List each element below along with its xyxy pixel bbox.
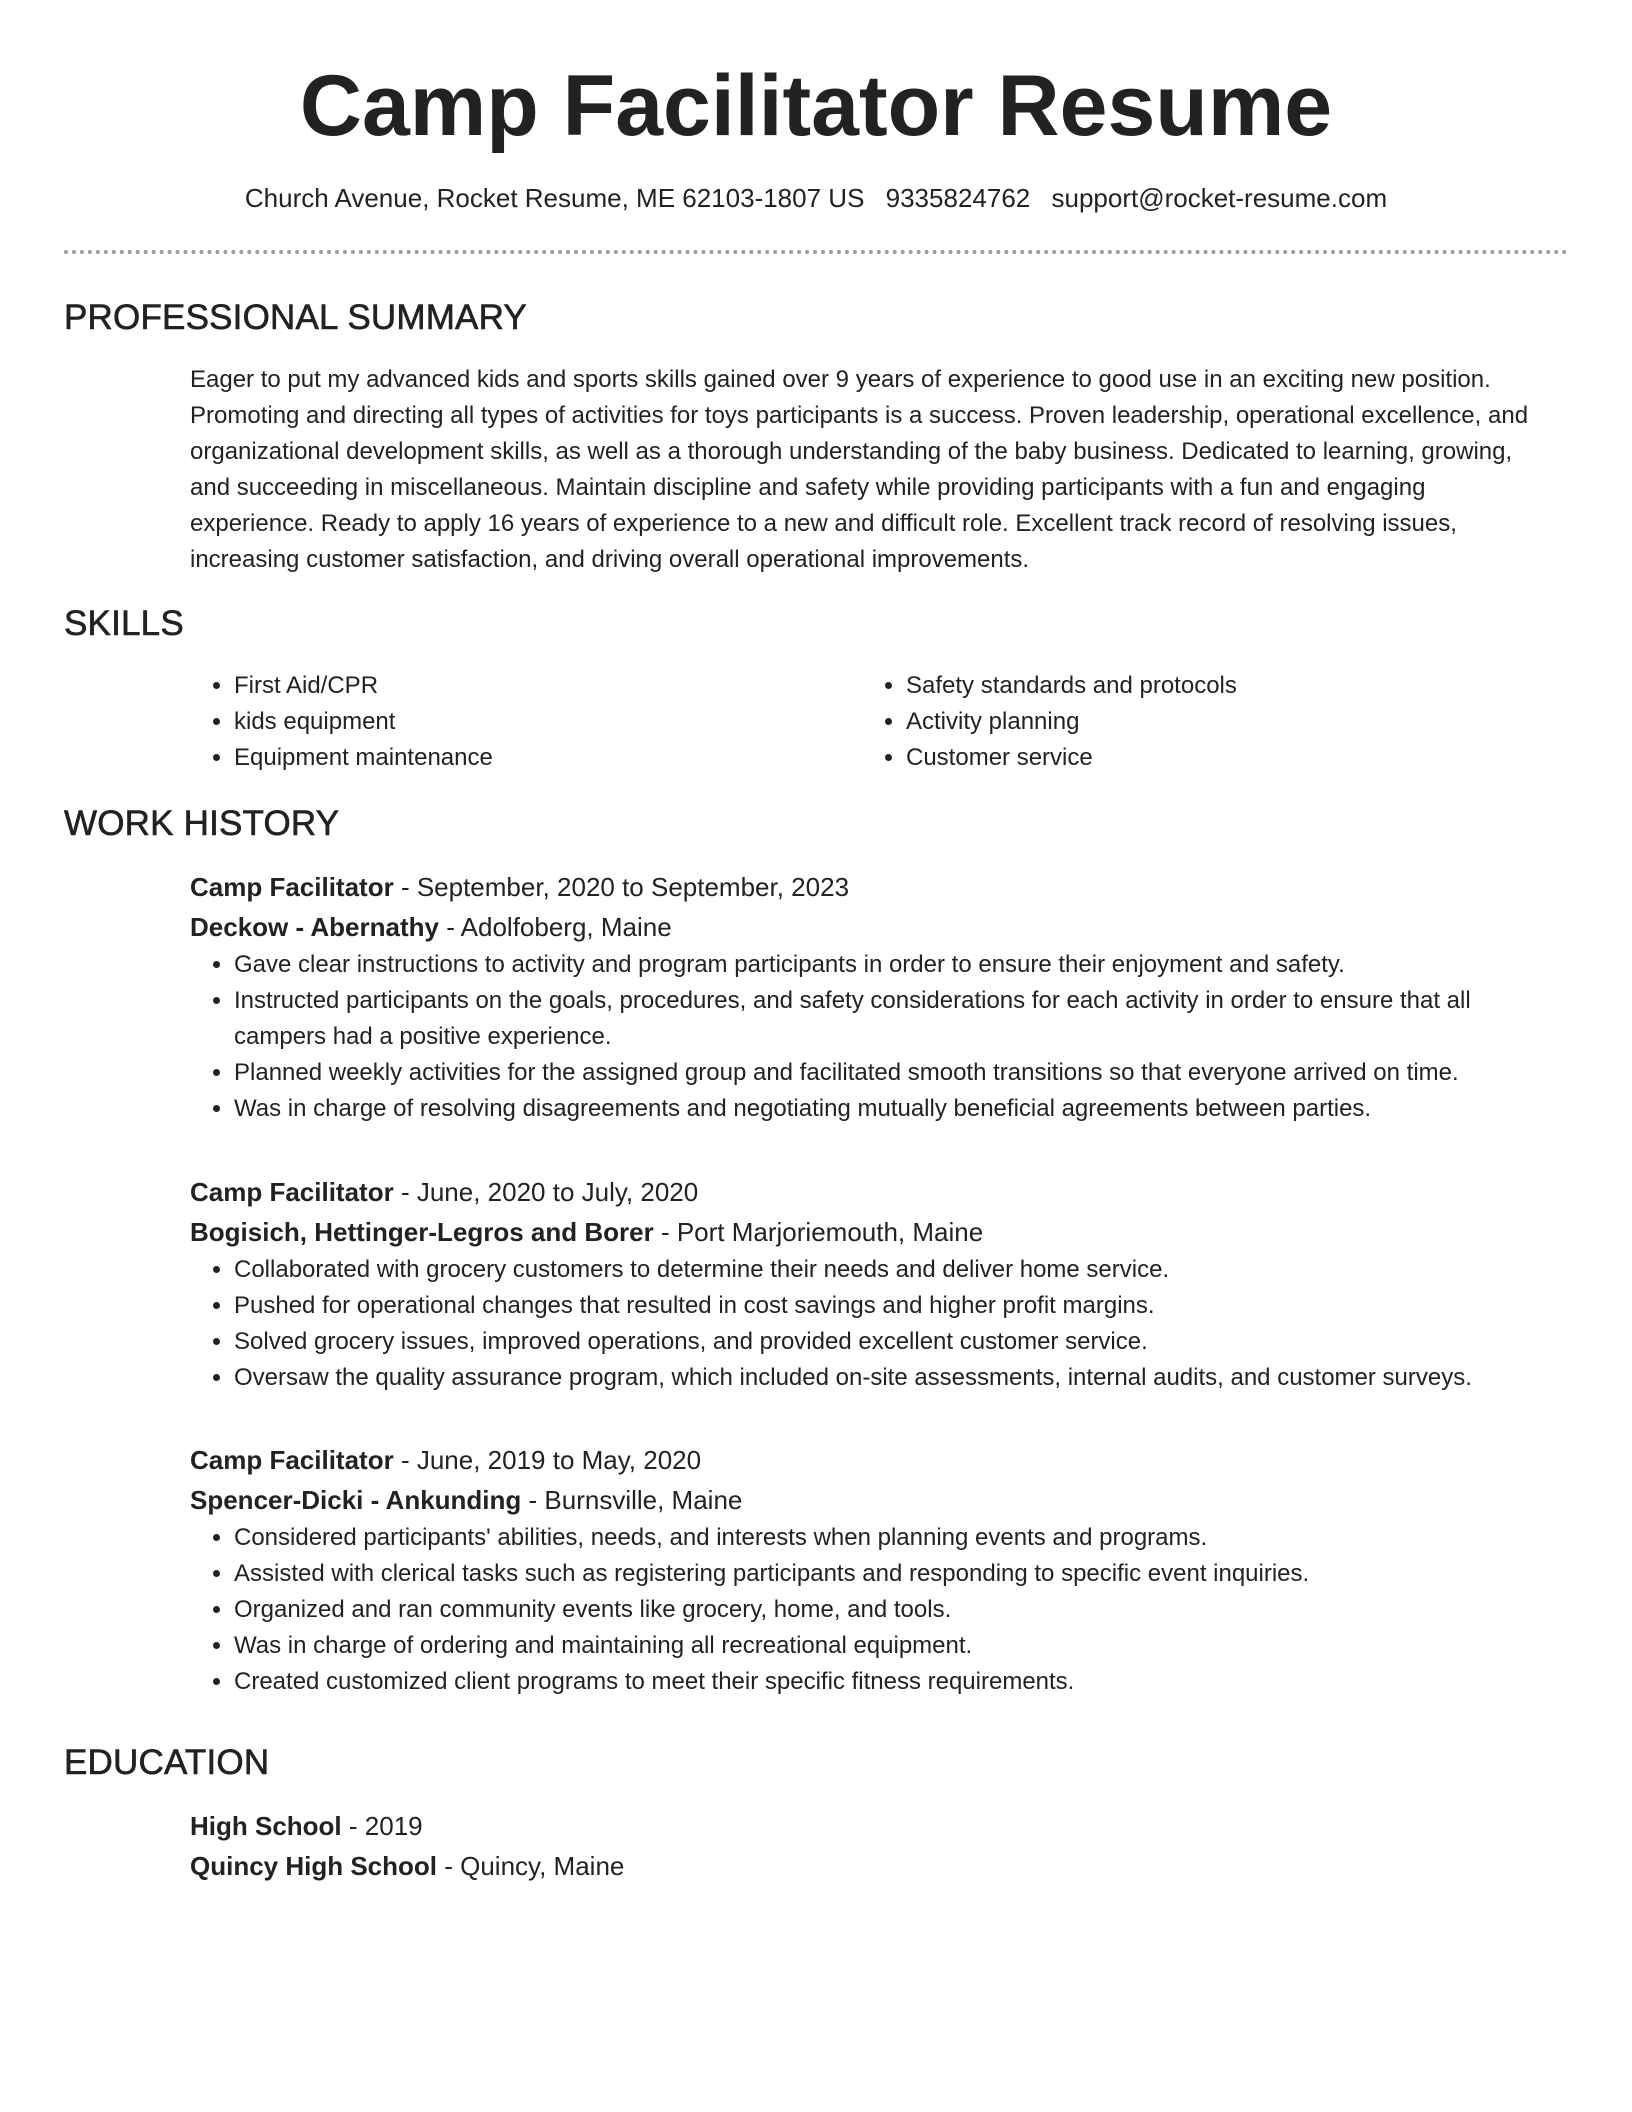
job-bullet: • Was in charge of ordering and maintaining all recreational equipment.	[234, 1628, 1540, 1664]
job-dates: - September, 2020 to September, 2023	[393, 872, 850, 902]
contact-address: Church Avenue, Rocket Resume, ME 62103-1807 US	[244, 183, 865, 213]
skills-column-left	[190, 668, 850, 776]
job-bullet: • Instructed participants on the goals, procedures, and safety considerations for each activity in order to ensure that all campers had a positive experience.	[234, 983, 1540, 1055]
job-entry	[190, 1440, 1540, 1700]
job-location: - Adolfoberg, Maine	[438, 912, 672, 942]
education-school-line	[190, 1846, 1540, 1886]
job-dates: - June, 2019 to May, 2020	[393, 1445, 702, 1475]
job-bullet: • Gave clear instructions to activity and program participants in order to ensure their enjoyment and safety.	[234, 947, 1540, 983]
job-bullet: • Oversaw the quality assurance program, which included on-site assessments, internal audits, and customer surveys.	[234, 1360, 1540, 1396]
job-company-line	[190, 1480, 1540, 1520]
job-dates: - June, 2020 to July, 2020	[393, 1177, 699, 1207]
education-degree: High School	[190, 1811, 342, 1841]
job-entry	[190, 1172, 1540, 1396]
job-bullet: • Created customized client programs to meet their specific fitness requirements.	[234, 1664, 1540, 1700]
contact-line	[0, 180, 1632, 216]
education-location: - Quincy, Maine	[437, 1851, 625, 1881]
job-bullet: • Was in charge of resolving disagreements and negotiating mutually beneficial agreements between parties.	[234, 1091, 1540, 1127]
skills-column-right	[862, 668, 1522, 776]
job-location: - Burnsville, Maine	[521, 1485, 743, 1515]
skill-item: • Equipment maintenance	[234, 740, 850, 776]
job-title-line	[190, 1440, 1540, 1480]
skill-item: • Activity planning	[906, 704, 1522, 740]
job-bullet: • Collaborated with grocery customers to determine their needs and deliver home service.	[234, 1252, 1540, 1288]
skills-heading: SKILLS	[64, 604, 184, 643]
education-entry	[190, 1806, 1540, 1886]
job-bullets	[190, 947, 1540, 1127]
education-degree-line	[190, 1806, 1540, 1846]
skill-item: • Safety standards and protocols	[906, 668, 1522, 704]
job-bullet: • Solved grocery issues, improved operations, and provided excellent customer service.	[234, 1324, 1540, 1360]
contact-phone: 9335824762	[885, 183, 1031, 213]
job-company-line	[190, 907, 1540, 947]
job-bullet: • Assisted with clerical tasks such as registering participants and responding to specific event inquiries.	[234, 1556, 1540, 1592]
skill-item: • Customer service	[906, 740, 1522, 776]
job-company-line	[190, 1212, 1540, 1252]
job-company: Bogisich, Hettinger-Legros and Borer	[190, 1217, 654, 1247]
work-heading: WORK HISTORY	[64, 804, 340, 843]
education-year: - 2019	[341, 1811, 423, 1841]
job-company: Spencer-Dicki - Ankunding	[190, 1485, 522, 1515]
education-school: Quincy High School	[190, 1851, 438, 1881]
job-title: Camp Facilitator	[190, 1445, 394, 1475]
job-bullet: • Considered participants' abilities, needs, and interests when planning events and programs.	[234, 1520, 1540, 1556]
job-bullets	[190, 1252, 1540, 1396]
resume-title: Camp Facilitator Resume	[299, 58, 1333, 154]
education-heading: EDUCATION	[64, 1743, 270, 1782]
job-company: Deckow - Abernathy	[190, 912, 439, 942]
summary-heading: PROFESSIONAL SUMMARY	[64, 298, 527, 337]
job-title-line	[190, 1172, 1540, 1212]
skill-item: • kids equipment	[234, 704, 850, 740]
job-bullet: • Planned weekly activities for the assigned group and facilitated smooth transitions so that everyone arrived on time.	[234, 1055, 1540, 1091]
job-location: - Port Marjoriemouth, Maine	[653, 1217, 984, 1247]
skill-item: • First Aid/CPR	[234, 668, 850, 704]
summary-section	[190, 362, 1540, 578]
summary-text: Eager to put my advanced kids and sports skills gained over 9 years of experience to good use in an exciting new position. Promoting and directing all types of activities for toys participants is a success. Proven leadership, operational excellence, and organizational development skills, as well as a thorough understanding of the baby business. Dedicated to learning, growing, and succeeding in miscellaneous. Maintain discipline and safety while providing participants with a fun and engaging experience. Ready to apply 16 years of experience to a new and difficult role. Excellent track record of resolving issues, increasing customer satisfaction, and driving overall operational improvements.	[190, 366, 1529, 573]
job-title: Camp Facilitator	[190, 1177, 394, 1207]
job-bullet: • Organized and ran community events like grocery, home, and tools.	[234, 1592, 1540, 1628]
job-bullet: • Pushed for operational changes that resulted in cost savings and higher profit margins.	[234, 1288, 1540, 1324]
contact-email: support@rocket-resume.com	[1051, 183, 1388, 213]
job-entry	[190, 867, 1540, 1127]
job-title: Camp Facilitator	[190, 872, 394, 902]
job-title-line	[190, 867, 1540, 907]
job-bullets	[190, 1520, 1540, 1700]
header-divider	[64, 250, 1568, 254]
